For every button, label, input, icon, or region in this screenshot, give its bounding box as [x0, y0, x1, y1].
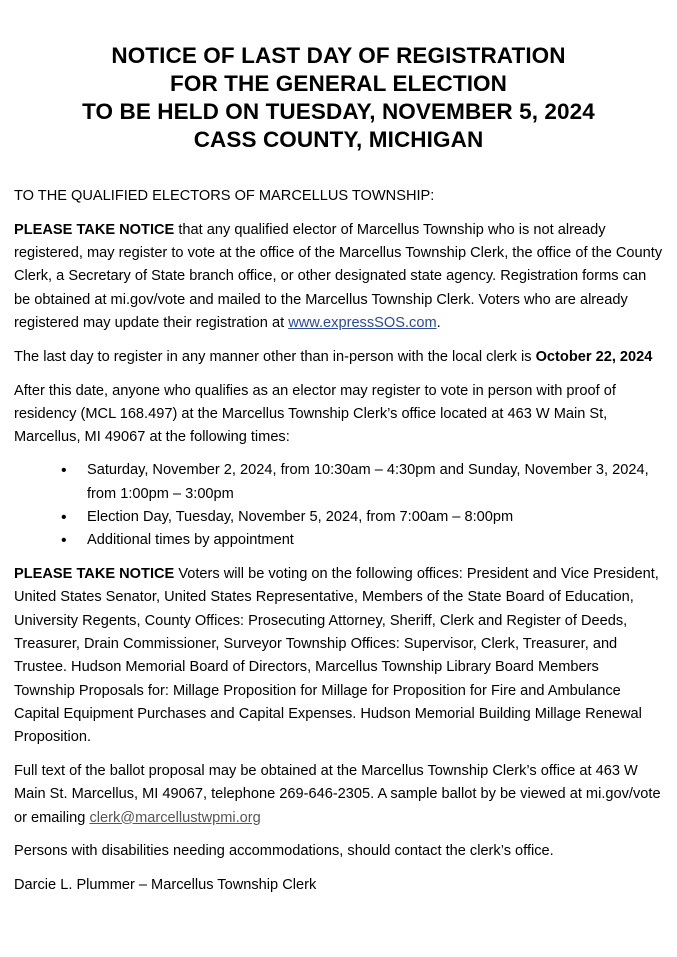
notice-title: [14, 0, 663, 154]
title-line-4: CASS COUNTY, MICHIGAN: [193, 127, 484, 152]
salutation: TO THE QUALIFIED ELECTORS OF MARCELLUS TOWNSHIP:: [14, 188, 435, 204]
notice-body: [14, 185, 663, 898]
notice-lead: PLEASE TAKE NOTICE: [14, 221, 175, 238]
title-line-2: FOR THE GENERAL ELECTION: [170, 71, 507, 96]
registration-times-list: [14, 459, 663, 552]
title-line-3: TO BE HELD ON TUESDAY, NOVEMBER 5, 2024: [82, 99, 595, 124]
deadline-date: October 22, 2024: [535, 348, 653, 365]
disabilities-paragraph: Persons with disabilities needing accommodations, should contact the clerk’s office.: [14, 843, 554, 860]
deadline-paragraph: [14, 346, 663, 369]
title-line-1: NOTICE OF LAST DAY OF REGISTRATION: [111, 43, 566, 68]
ballot-proposal-text: Full text of the ballot proposal may be obtained at the Marcellus Township Clerk’s office at 463 W Main St. Marcellus, MI 49067, telephone 269-646-2305. A sample ballot by be viewed at mi.gov/vote or emailing: [14, 763, 661, 826]
list-item: • Additional times by appointment: [87, 529, 663, 552]
ballot-proposal-paragraph: [14, 760, 663, 830]
offices-notice-paragraph: [14, 563, 663, 749]
registration-notice-paragraph: [14, 219, 663, 335]
clerk-email-link[interactable]: clerk@marcellustwpmi.org: [89, 809, 261, 826]
in-person-paragraph: After this date, anyone who qualifies as an elector may register to vote in person with proof of residency (MCL 168.497) at the Marcellus Township Clerk’s office located at 463 W Main St, Marcellus, MI 49067 at the following times:: [14, 382, 616, 446]
registration-notice-tail: .: [436, 314, 441, 331]
deadline-text: The last day to register in any manner other than in-person with the local clerk is: [14, 348, 536, 365]
offices-notice-text: Voters will be voting on the following offices: President and Vice President, United States Senator, United States Representative, Members of the State Board of Education, University Regents, County Offices: Prosecuting Attorney, Sheriff, Clerk and Register of Deeds, Treasurer, Drain Commissioner, Surveyor Township Offices: Supervisor, Clerk, Treasurer, and Trustee. Hudson Memorial Board of Directors, Marcellus Township Library Board Members Township Proposals for: Millage Proposition for Millage for Proposition for Fire and Ambulance Capital Equipment Purchases and Capital Expenses. Hudson Memorial Building Millage Renewal Proposition.: [14, 566, 659, 746]
expresssos-link[interactable]: www.expressSOS.com: [288, 314, 437, 331]
notice-lead: PLEASE TAKE NOTICE: [14, 566, 175, 583]
list-item: • Election Day, Tuesday, November 5, 2024, from 7:00am – 8:00pm: [87, 506, 663, 529]
registration-notice-text: that any qualified elector of Marcellus Township who is not already registered, may register to vote at the office of the Marcellus Township Clerk, the office of the County Clerk, a Secretary of State branch office, or other designated state agency. Registration forms can be obtained at mi.gov/vote and mailed to the Marcellus Township Clerk. Voters who are already registered may update their registration at: [14, 221, 663, 331]
signature: Darcie L. Plummer – Marcellus Township Clerk: [14, 877, 317, 894]
list-item: • Saturday, November 2, 2024, from 10:30am – 4:30pm and Sunday, November 3, 2024, from 1:00pm – 3:00pm: [87, 459, 663, 506]
